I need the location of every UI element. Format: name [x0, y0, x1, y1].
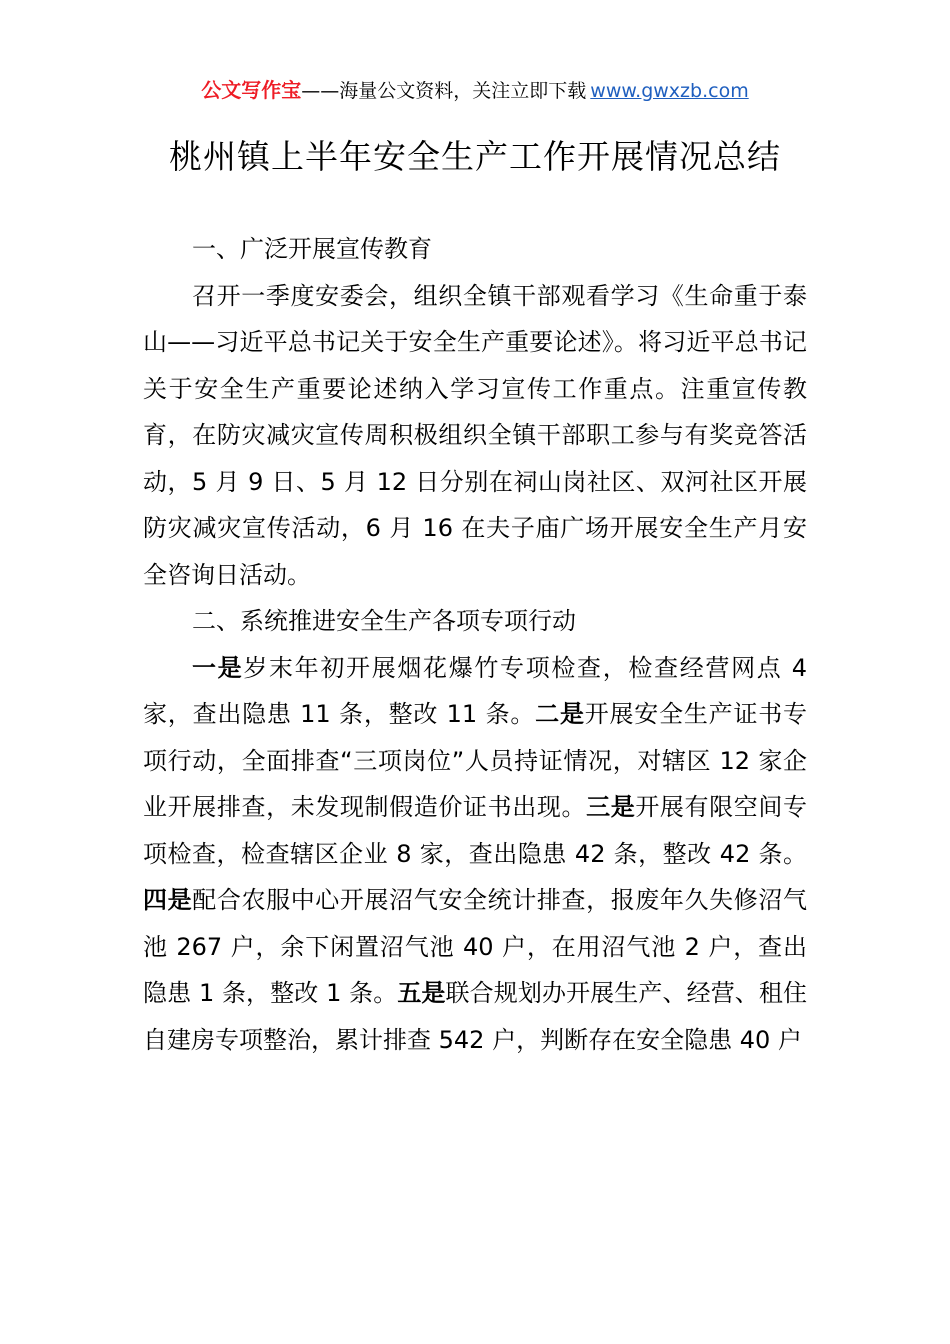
item-text-3: 开展有限空间专项检查，检查辖区企业 8 家，查出隐患 42 条，整改 42 条。	[143, 793, 808, 868]
header-banner	[0, 76, 950, 105]
item-lead-4: 四是	[143, 886, 193, 914]
section-heading-2: 二、系统推进安全生产各项专项行动	[192, 607, 576, 635]
brand-name: 公文写作宝	[201, 78, 302, 102]
item-lead-1: 一是	[192, 653, 244, 682]
item-text-4: 配合农服中心开展沼气安全统计排查，报废年久失修沼气池 267 户，余下闲置沼气池 40 户，在用沼气池 2 户，查出隐患 1 条，整改 1 条。	[143, 886, 808, 1007]
section-paragraph-2	[143, 645, 807, 1064]
item-text-2: 开展安全生产证书专项行动，全面排查“三项岗位”人员持证情况，对辖区 12 家企业开展排查，未发现制假造价证书出现。	[143, 700, 808, 821]
website-link[interactable]: www.gwxzb.com	[590, 80, 749, 102]
item-lead-2: 二是	[535, 700, 585, 728]
header-tagline: ——海量公文资料，关注立即下载	[301, 80, 587, 102]
document-title: 桃州镇上半年安全生产工作开展情况总结	[169, 137, 781, 176]
item-lead-3: 三是	[586, 793, 636, 821]
section-paragraph-1: 召开一季度安委会，组织全镇干部观看学习《生命重于泰山——习近平总书记关于安全生产重要论述》。将习近平总书记关于安全生产重要论述纳入学习宣传工作重点。注重宣传教育，在防灾减灾宣传周积极组织全镇干部职工参与有奖竞答活动，5 月 9 日、5 月 12 日分别在祠山岗社区、双河社区开展防灾减灾宣传活动，6 月 16 在夫子庙广场开展安全生产月安全咨询日活动。	[143, 281, 807, 589]
item-lead-5: 五是	[397, 979, 446, 1007]
document-body	[143, 226, 807, 1063]
item-text-1: 岁末年初开展烟花爆竹专项检查，检查经营网点 4 家，查出隐患 11 条，整改 11 条。	[143, 653, 807, 728]
section-heading-1: 一、广泛开展宣传教育	[192, 235, 432, 263]
item-text-5: 联合规划办开展生产、经营、租住自建房专项整治，累计排查 542 户，判断存在安全隐患 40 户	[143, 979, 808, 1054]
